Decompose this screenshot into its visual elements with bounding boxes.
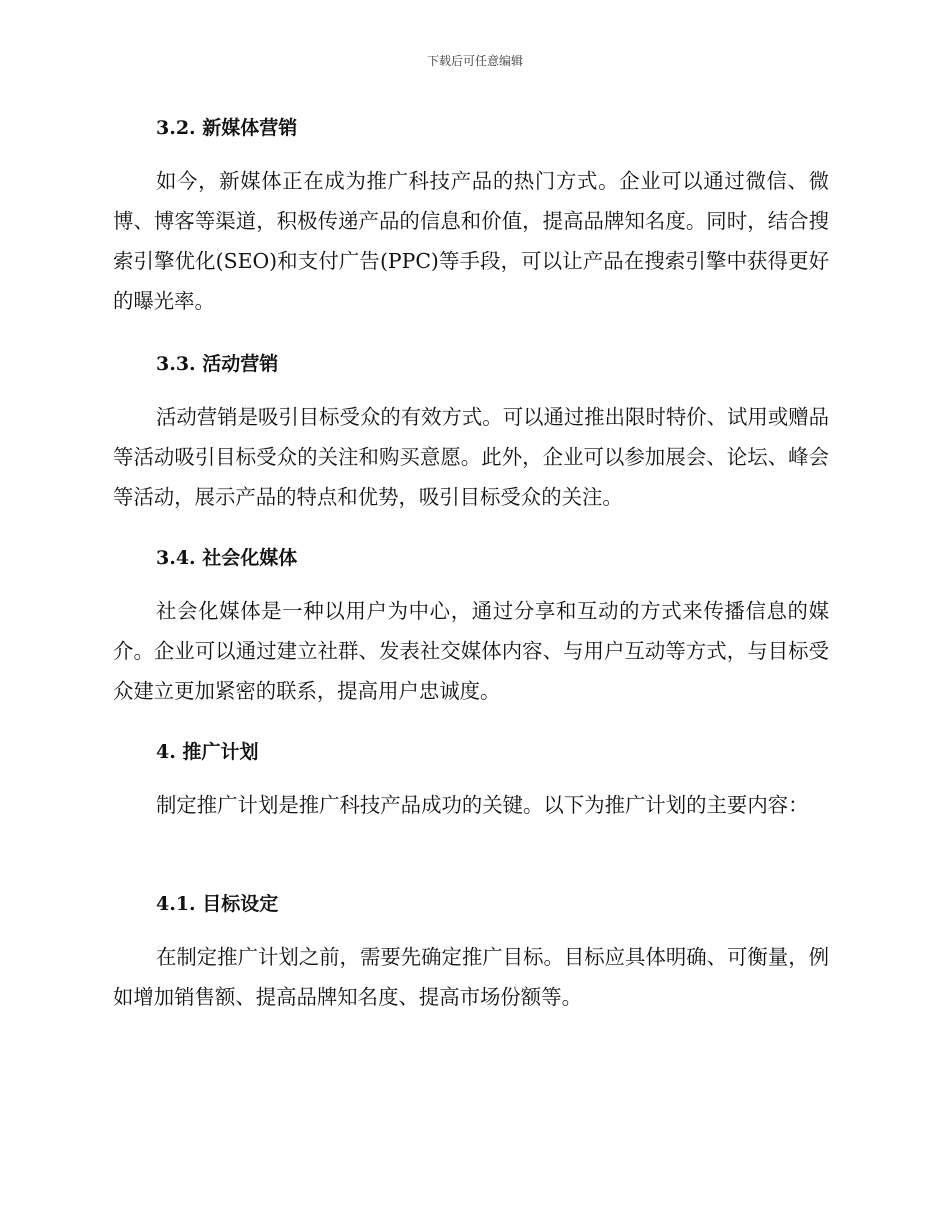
section-body-4: 制定推广计划是推广科技产品成功的关键。以下为推广计划的主要内容：: [156, 793, 809, 817]
section-body-4-1: 在制定推广计划之前，需要先确定推广目标。目标应具体明确、可衡量，例如增加销售额、提高品牌知名度、提高市场份额等。: [113, 945, 829, 1009]
section-body-3-3: 活动营销是吸引目标受众的有效方式。可以通过推出限时特价、试用或赠品等活动吸引目标受众的关注和购买意愿。此外，企业可以参加展会、论坛、峰会等活动，展示产品的特点和优势，吸引目标受众的关注。: [113, 405, 829, 509]
section-heading-4: 4. 推广计划: [156, 741, 259, 763]
section-heading-4-1: 4.1. 目标设定: [156, 893, 279, 915]
section-heading-3-3: 3.3. 活动营销: [156, 353, 279, 375]
section-heading-3-4: 3.4. 社会化媒体: [156, 547, 298, 569]
section-body-3-4: 社会化媒体是一种以用户为中心，通过分享和互动的方式来传播信息的媒介。企业可以通过建立社群、发表社交媒体内容、与用户互动等方式，与目标受众建立更加紧密的联系，提高用户忠诚度。: [113, 599, 829, 703]
page-header: 下载后可任意编辑: [426, 54, 523, 68]
section-body-3-2: 如今，新媒体正在成为推广科技产品的热门方式。企业可以通过微信、微博、博客等渠道，积极传递产品的信息和价值，提高品牌知名度。同时，结合搜索引擎优化(SEO)和支付广告(PPC)等手段，可以让产品在搜索引擎中获得更好的曝光率。: [113, 169, 829, 313]
section-heading-3-2: 3.2. 新媒体营销: [156, 117, 298, 139]
